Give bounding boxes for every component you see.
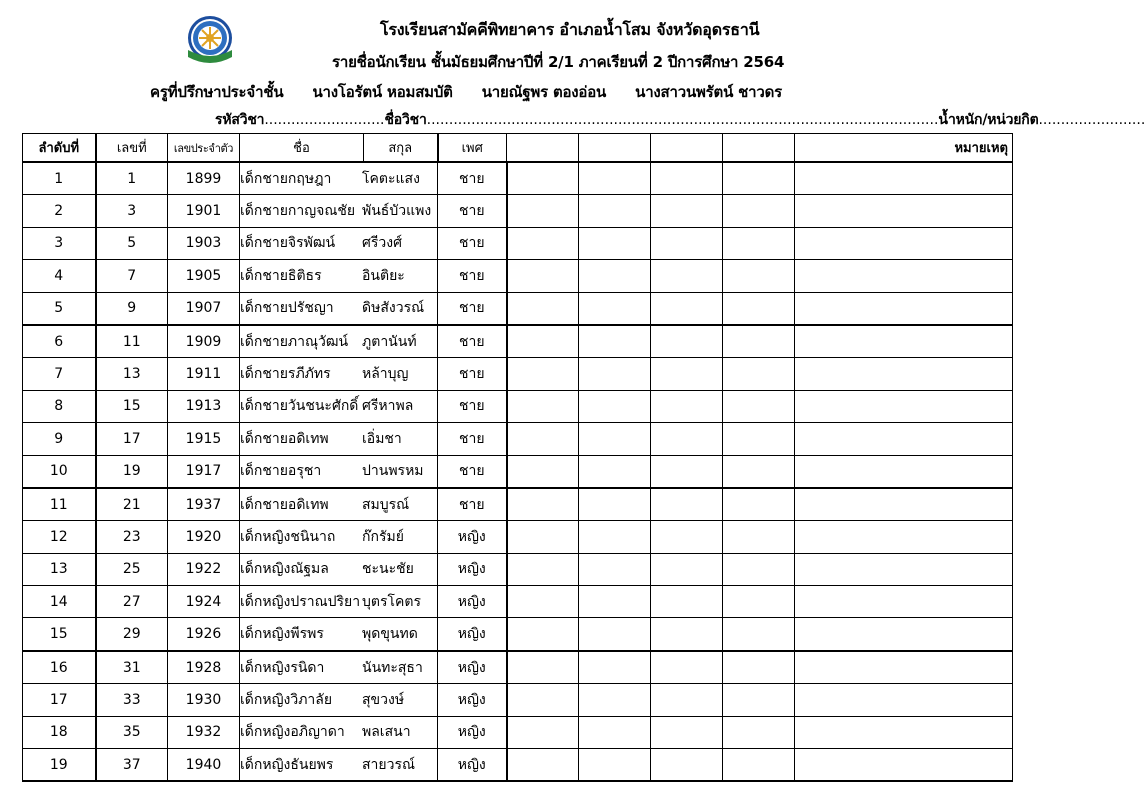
table-row <box>23 488 1013 521</box>
blank-cell <box>579 292 651 325</box>
remark-cell <box>795 586 1013 618</box>
blank-cell <box>579 195 651 227</box>
remark-cell <box>795 521 1013 553</box>
subject-code-blank: ........................... <box>264 112 385 128</box>
col-gender-header: เพศ <box>438 134 507 163</box>
student-id-cell: 1926 <box>168 618 240 651</box>
blank-cell <box>723 586 795 618</box>
subject-code-label: รหัสวิชา <box>215 112 265 128</box>
order-cell: 9 <box>23 423 96 455</box>
gender-cell: ชาย <box>438 455 507 488</box>
gender-cell: หญิง <box>438 586 507 618</box>
blank-cell <box>723 423 795 455</box>
number-cell: 29 <box>96 618 168 651</box>
first-name: เด็กชายภาณุวัฒน์ <box>240 333 349 350</box>
table-header-row <box>23 134 1013 163</box>
first-name: เด็กหญิงรนิดา <box>240 659 325 676</box>
number-cell: 5 <box>96 227 168 259</box>
first-name-cell <box>240 455 438 488</box>
remark-cell <box>795 195 1013 227</box>
number-cell: 1 <box>96 162 168 195</box>
remark-cell <box>795 260 1013 292</box>
order-cell: 14 <box>23 586 96 618</box>
table-row <box>23 195 1013 227</box>
remark-cell <box>795 162 1013 195</box>
blank-cell <box>579 390 651 422</box>
last-name: ชะนะชัย <box>362 561 414 578</box>
blank-cell <box>723 553 795 585</box>
blank-cell <box>579 586 651 618</box>
blank-cell <box>507 716 579 748</box>
remark-cell <box>795 684 1013 716</box>
last-name: หล้าบุญ <box>362 366 409 383</box>
student-id-cell: 1911 <box>168 358 240 390</box>
blank-cell <box>651 586 723 618</box>
order-cell: 11 <box>23 488 96 521</box>
table-row <box>23 325 1013 358</box>
student-id-cell: 1940 <box>168 749 240 782</box>
col-blank-header <box>507 134 579 163</box>
gender-cell: ชาย <box>438 195 507 227</box>
col-order-header: ลำดับที่ <box>23 134 96 163</box>
last-name: พลเสนา <box>362 724 411 741</box>
table-row <box>23 651 1013 684</box>
order-cell: 19 <box>23 749 96 782</box>
number-cell: 33 <box>96 684 168 716</box>
blank-cell <box>723 325 795 358</box>
gender-cell: ชาย <box>438 292 507 325</box>
gender-cell: หญิง <box>438 651 507 684</box>
order-cell: 7 <box>23 358 96 390</box>
col-blank-header <box>579 134 651 163</box>
order-cell: 13 <box>23 553 96 585</box>
first-name: เด็กชายกฤษฎา <box>240 170 332 187</box>
order-cell: 12 <box>23 521 96 553</box>
number-cell: 27 <box>96 586 168 618</box>
blank-cell <box>579 684 651 716</box>
remark-cell <box>795 390 1013 422</box>
last-name: อินติยะ <box>362 267 405 284</box>
blank-cell <box>579 553 651 585</box>
blank-cell <box>651 292 723 325</box>
first-name: เด็กหญิงณัฐมล <box>240 561 329 578</box>
blank-cell <box>723 684 795 716</box>
remark-cell <box>795 227 1013 259</box>
subject-name-label: ชื่อวิชา <box>384 112 427 128</box>
last-name: บุตรโคตร <box>362 593 421 610</box>
blank-cell <box>507 227 579 259</box>
blank-cell <box>651 521 723 553</box>
blank-cell <box>651 358 723 390</box>
student-id-cell: 1913 <box>168 390 240 422</box>
blank-cell <box>579 618 651 651</box>
student-id-cell: 1922 <box>168 553 240 585</box>
table-row <box>23 553 1013 585</box>
advisor-name: นางสาวนพรัตน์ ชาวดร <box>635 83 782 101</box>
number-cell: 31 <box>96 651 168 684</box>
blank-cell <box>723 716 795 748</box>
table-row <box>23 423 1013 455</box>
first-name: เด็กหญิงพีรพร <box>240 626 324 643</box>
blank-cell <box>579 488 651 521</box>
first-name: เด็กชายรภีภัทร <box>240 366 331 383</box>
last-name: พันธ์บัวแพง <box>362 203 432 220</box>
student-id-cell: 1905 <box>168 260 240 292</box>
first-name-cell <box>240 423 438 455</box>
blank-cell <box>723 227 795 259</box>
remark-cell <box>795 455 1013 488</box>
first-name-cell <box>240 684 438 716</box>
table-row <box>23 684 1013 716</box>
student-id-cell: 1917 <box>168 455 240 488</box>
remark-cell <box>795 651 1013 684</box>
table-row <box>23 390 1013 422</box>
table-row <box>23 162 1013 195</box>
blank-cell <box>651 260 723 292</box>
table-row <box>23 227 1013 259</box>
blank-cell <box>651 716 723 748</box>
student-id-cell: 1899 <box>168 162 240 195</box>
first-name: เด็กหญิงวิภาลัย <box>240 691 333 708</box>
blank-cell <box>507 195 579 227</box>
blank-cell <box>723 651 795 684</box>
remark-cell <box>795 325 1013 358</box>
gender-cell: ชาย <box>438 423 507 455</box>
blank-cell <box>651 455 723 488</box>
blank-cell <box>579 521 651 553</box>
advisor-label: ครูที่ปรึกษาประจำชั้น <box>150 83 284 101</box>
col-number-header: เลขที่ <box>96 134 168 163</box>
remark-cell <box>795 358 1013 390</box>
gender-cell: หญิง <box>438 716 507 748</box>
blank-cell <box>579 423 651 455</box>
blank-cell <box>651 749 723 782</box>
gender-cell: ชาย <box>438 325 507 358</box>
gender-cell: ชาย <box>438 358 507 390</box>
first-name-cell <box>240 325 438 358</box>
gender-cell: ชาย <box>438 488 507 521</box>
gender-cell: หญิง <box>438 749 507 782</box>
table-row <box>23 292 1013 325</box>
first-name: เด็กชายกาญจณชัย <box>240 203 356 220</box>
gender-cell: หญิง <box>438 521 507 553</box>
first-name: เด็กชายจิรพัฒน์ <box>240 235 336 252</box>
blank-cell <box>723 455 795 488</box>
class-title: รายชื่อนักเรียน ชั้นมัธยมศึกษาปีที่ 2/1 ภาคเรียนที่ 2 ปีการศึกษา 2564 <box>332 53 785 71</box>
gender-cell: หญิง <box>438 553 507 585</box>
blank-cell <box>723 488 795 521</box>
order-cell: 18 <box>23 716 96 748</box>
last-name: ศรีวงศ์ <box>362 235 402 252</box>
school-logo <box>182 12 238 68</box>
blank-cell <box>651 162 723 195</box>
blank-cell <box>507 358 579 390</box>
blank-cell <box>579 358 651 390</box>
first-name-cell <box>240 162 438 195</box>
blank-cell <box>507 325 579 358</box>
order-cell: 5 <box>23 292 96 325</box>
blank-cell <box>507 586 579 618</box>
order-cell: 17 <box>23 684 96 716</box>
blank-cell <box>723 521 795 553</box>
remark-cell <box>795 716 1013 748</box>
first-name: เด็กชายธิติธร <box>240 267 322 284</box>
student-id-cell: 1937 <box>168 488 240 521</box>
blank-cell <box>507 651 579 684</box>
blank-cell <box>723 260 795 292</box>
order-cell: 8 <box>23 390 96 422</box>
blank-cell <box>651 227 723 259</box>
number-cell: 37 <box>96 749 168 782</box>
credit-label: น้ำหนัก/หน่วยกิต <box>938 112 1039 128</box>
subject-line <box>215 109 1145 131</box>
number-cell: 25 <box>96 553 168 585</box>
col-blank-header <box>651 134 723 163</box>
blank-cell <box>651 423 723 455</box>
number-cell: 17 <box>96 423 168 455</box>
blank-cell <box>507 455 579 488</box>
order-cell: 3 <box>23 227 96 259</box>
first-name: เด็กชายปรัชญา <box>240 300 334 317</box>
advisors-line <box>150 80 806 104</box>
first-name-cell <box>240 618 438 651</box>
blank-cell <box>579 325 651 358</box>
last-name: นันทะสุธา <box>362 659 423 676</box>
remark-cell <box>795 749 1013 782</box>
number-cell: 3 <box>96 195 168 227</box>
student-id-cell: 1920 <box>168 521 240 553</box>
blank-cell <box>723 292 795 325</box>
remark-cell <box>795 292 1013 325</box>
number-cell: 15 <box>96 390 168 422</box>
blank-cell <box>579 651 651 684</box>
gender-cell: ชาย <box>438 260 507 292</box>
col-blank-header <box>723 134 795 163</box>
order-cell: 15 <box>23 618 96 651</box>
blank-cell <box>723 618 795 651</box>
first-name: เด็กหญิงปราณปริยา <box>240 593 361 610</box>
last-name: สายวรณ์ <box>362 756 415 773</box>
number-cell: 11 <box>96 325 168 358</box>
first-name-cell <box>240 195 438 227</box>
blank-cell <box>507 390 579 422</box>
first-name-cell <box>240 292 438 325</box>
last-name: สุขวงษ์ <box>362 691 405 708</box>
first-name: เด็กหญิงอภิญาดา <box>240 724 345 741</box>
col-last-name-header: สกุล <box>364 134 438 163</box>
first-name-cell <box>240 488 438 521</box>
student-id-cell: 1907 <box>168 292 240 325</box>
blank-cell <box>579 227 651 259</box>
blank-cell <box>651 684 723 716</box>
gender-cell: หญิง <box>438 618 507 651</box>
first-name: เด็กชายวันชนะศักดิ์ <box>240 398 359 415</box>
last-name: ปานพรหม <box>362 463 424 480</box>
blank-cell <box>723 390 795 422</box>
gender-cell: หญิง <box>438 684 507 716</box>
student-id-cell: 1932 <box>168 716 240 748</box>
blank-cell <box>507 749 579 782</box>
blank-cell <box>651 325 723 358</box>
student-id-cell: 1901 <box>168 195 240 227</box>
blank-cell <box>579 455 651 488</box>
table-row <box>23 586 1013 618</box>
table-row <box>23 358 1013 390</box>
blank-cell <box>507 553 579 585</box>
blank-cell <box>507 260 579 292</box>
gender-cell: ชาย <box>438 390 507 422</box>
table-row <box>23 618 1013 651</box>
order-cell: 10 <box>23 455 96 488</box>
first-name: เด็กชายอรุชา <box>240 463 322 480</box>
number-cell: 9 <box>96 292 168 325</box>
student-id-cell: 1915 <box>168 423 240 455</box>
table-row <box>23 455 1013 488</box>
col-student-id-header: เลขประจำตัว <box>168 134 240 163</box>
blank-cell <box>723 195 795 227</box>
table-row <box>23 521 1013 553</box>
first-name: เด็กหญิงชนินาถ <box>240 528 336 545</box>
blank-cell <box>507 162 579 195</box>
order-cell: 2 <box>23 195 96 227</box>
blank-cell <box>723 749 795 782</box>
table-row <box>23 716 1013 748</box>
col-remark-header: หมายเหตุ <box>795 134 1013 163</box>
advisor-name: นางโอรัตน์ หอมสมบัติ <box>312 83 453 101</box>
blank-cell <box>651 553 723 585</box>
last-name: ภูตานันท์ <box>362 333 417 350</box>
last-name: ดิษสังวรณ์ <box>362 300 425 317</box>
gender-cell: ชาย <box>438 162 507 195</box>
blank-cell <box>507 423 579 455</box>
blank-cell <box>579 162 651 195</box>
student-id-cell: 1903 <box>168 227 240 259</box>
student-id-cell: 1924 <box>168 586 240 618</box>
first-name-cell <box>240 749 438 782</box>
blank-cell <box>723 162 795 195</box>
first-name: เด็กชายอดิเทพ <box>240 430 329 447</box>
first-name-cell <box>240 358 438 390</box>
blank-cell <box>507 521 579 553</box>
number-cell: 35 <box>96 716 168 748</box>
last-name: พุดขุนทด <box>362 626 418 643</box>
first-name-cell <box>240 260 438 292</box>
subject-name-blank: ................................................................................................................... <box>426 112 939 128</box>
number-cell: 13 <box>96 358 168 390</box>
student-table <box>22 133 1013 782</box>
blank-cell <box>651 488 723 521</box>
blank-cell <box>651 195 723 227</box>
blank-cell <box>651 390 723 422</box>
credit-blank: ........................ <box>1038 112 1145 128</box>
blank-cell <box>507 488 579 521</box>
number-cell: 23 <box>96 521 168 553</box>
col-first-name-header: ชื่อ <box>240 134 364 163</box>
student-id-cell: 1909 <box>168 325 240 358</box>
number-cell: 21 <box>96 488 168 521</box>
remark-cell <box>795 423 1013 455</box>
first-name-cell <box>240 521 438 553</box>
last-name: เอิ่มชา <box>362 430 402 447</box>
blank-cell <box>579 716 651 748</box>
remark-cell <box>795 553 1013 585</box>
school-title: โรงเรียนสามัคคีพิทยาคาร อำเภอน้ำโสม จังหวัดอุดรธานี <box>380 20 760 39</box>
remark-cell <box>795 618 1013 651</box>
order-cell: 1 <box>23 162 96 195</box>
table-row <box>23 260 1013 292</box>
remark-cell <box>795 488 1013 521</box>
first-name-cell <box>240 716 438 748</box>
last-name: ก๊กรัมย์ <box>362 528 404 545</box>
gender-cell: ชาย <box>438 227 507 259</box>
order-cell: 6 <box>23 325 96 358</box>
number-cell: 19 <box>96 455 168 488</box>
blank-cell <box>579 260 651 292</box>
first-name: เด็กชายอดิเทพ <box>240 496 329 513</box>
last-name: ศรีหาพล <box>362 398 414 415</box>
first-name-cell <box>240 390 438 422</box>
blank-cell <box>507 292 579 325</box>
blank-cell <box>651 618 723 651</box>
order-cell: 4 <box>23 260 96 292</box>
blank-cell <box>507 618 579 651</box>
blank-cell <box>723 358 795 390</box>
first-name-cell <box>240 651 438 684</box>
blank-cell <box>579 749 651 782</box>
blank-cell <box>651 651 723 684</box>
table-row <box>23 749 1013 782</box>
student-id-cell: 1930 <box>168 684 240 716</box>
first-name: เด็กหญิงธันยพร <box>240 756 334 773</box>
last-name: สมบูรณ์ <box>362 496 410 513</box>
number-cell: 7 <box>96 260 168 292</box>
first-name-cell <box>240 227 438 259</box>
first-name-cell <box>240 586 438 618</box>
advisor-name: นายณัฐพร ตองอ่อน <box>481 83 607 101</box>
blank-cell <box>507 684 579 716</box>
order-cell: 16 <box>23 651 96 684</box>
first-name-cell <box>240 553 438 585</box>
last-name: โคตะแสง <box>362 170 420 187</box>
student-id-cell: 1928 <box>168 651 240 684</box>
